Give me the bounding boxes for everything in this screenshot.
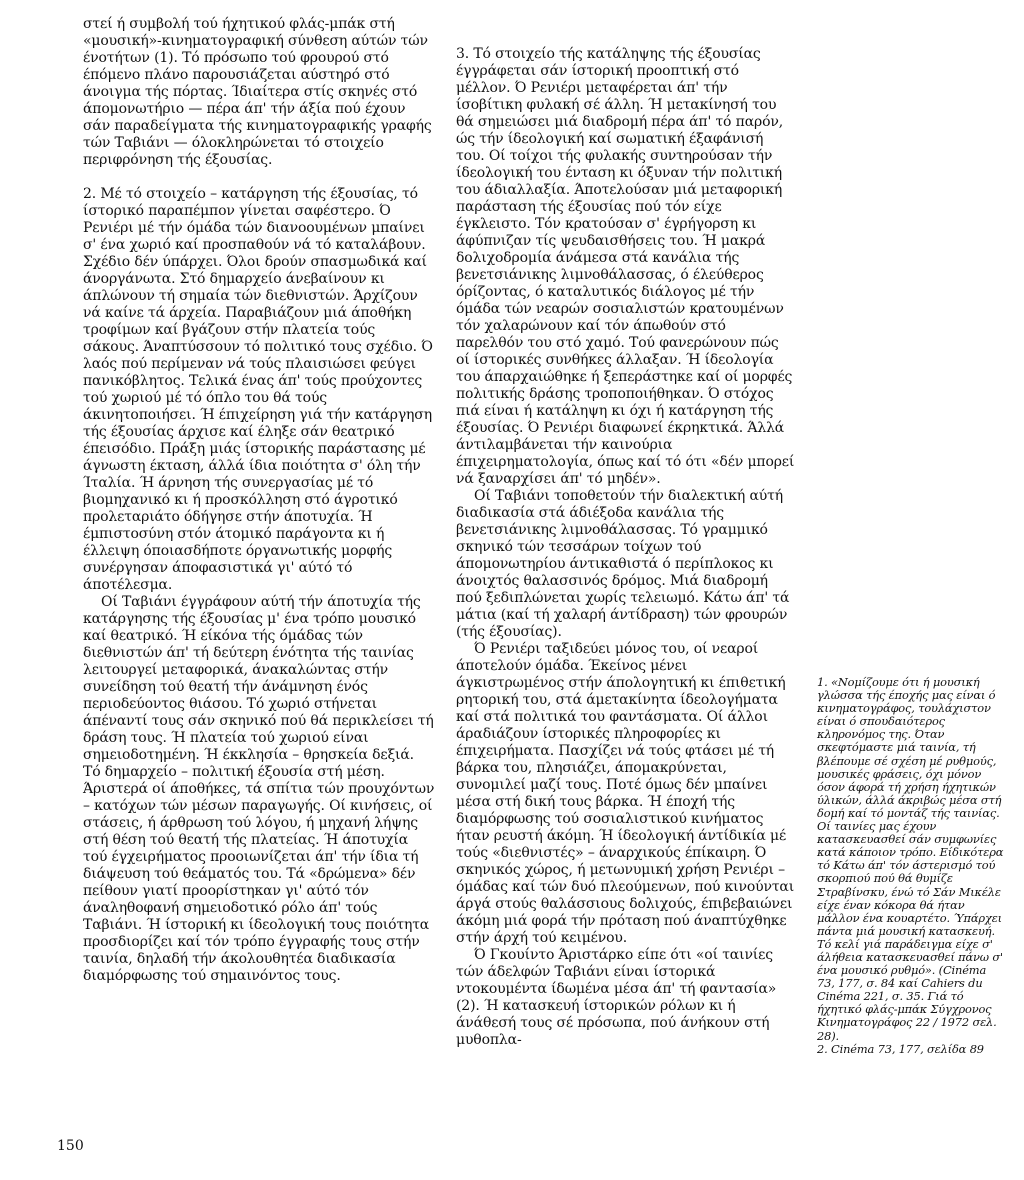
paragraph: Ό Γκουίντο Άριστάρκο είπε ότι «οί ταινίες τών άδελφών Ταβιάνι είναι ίστορικά ντοκουμέντα ίδωμένα μέσα άπ' τή φαντασία» (2). Ή κατασκευή ίστορικών ρόλων κι ή άνάθεσή τους σέ πρόσωπα, πού άνήκουν στή μυθοπλα- [456, 947, 777, 1048]
footnote: 2. Cinéma 73, 177, σελίδα 89 [817, 1041, 984, 1056]
right-column [456, 46, 796, 1049]
footnotes-column [817, 676, 1007, 1056]
paragraph: στεί ή συμβολή τού ήχητικού φλάς-μπάκ στή «μουσική»-κινηματογραφική σύνθεση αύτών τών ένοτήτων (1). Τό πρόσωπο τού φρουρού στό έπόμενο πλάνο παρουσιάζεται αύστηρό στό άνοιγμα τής πόρτας. Ίδιαίτερα στίς σκηνές στό άπομονωτήριο — πέρα άπ' τήν άξία πού έχουν σάν παραδείγματα τής κινηματογραφικής γραφής τών Ταβιάνι — όλοκληρώνεται τό στοιχείο περιφρόνηση τής έξουσίας. [83, 16, 432, 168]
paragraph: Οί Ταβιάνι τοποθετούν τήν διαλεκτική αύτή διαδικασία στά άδιέξοδα κανάλια τής βενετσιάνικης λιμνοθάλασσας. Τό γραμμικό σκηνικό τών τεσσάρων τοίχων τού άπομονωτηρίου άντικαθιστά ό περίπλοκος κι άνοιχτός θαλασσινός δρόμος. Μιά διαδρομή πού ξεδιπλώνεται χωρίς τελειωμό. Κάτω άπ' τά μάτια (καί τή χαλαρή άντίδραση) τών φρουρών (τής έξουσίας). [456, 488, 790, 640]
paragraph: 2. Μέ τό στοιχείο – κατάργηση τής έξουσίας, τό ίστορικό παραπέμπον γίνεται σαφέστερο. Ό Ρενιέρι μέ τήν όμάδα τών διανοουμένων μπαίνει σ' ένα χωριό καί προσπαθούν νά τό καταλάβουν. Σχέδιο δέν ύπάρχει. Όλοι δρούν σπασμωδικά καί άνοργάνωτα. Στό δημαρχείο άνεβαίνουν κι άπλώνουν τή σημαία τών διεθνιστών. Άρχίζουν νά καίνε τά άρχεία. Παραβιάζουν μιά άποθήκη τροφίμων καί βγάζουν στήν πλατεία τούς σάκους. Άναπτύσσουν τό πολιτικό τους σχέδιο. Ό λαός πού περίμεναν νά τούς πλαισιώσει φεύγει πανικόβλητος. Τελικά ένας άπ' τούς προύχοντες τού χωριού μέ τό όπλο του θά τούς άκινητοποιήσει. Ή έπιχείρηση γιά τήν κατάργηση τής έξουσίας άρχισε καί έληξε σάν θεατρικό έπεισόδιο. Πράξη μιάς ίστορικής παράστασης μέ άγνωστη έκταση, άλλά ίδια ποιότητα σ' όλη τήν Ίταλία. Ή άρνηση τής συνεργασίας μέ τό βιομηχανικό κι ή προσκόλληση στό άγροτικό προλεταριάτο όδήγησε στήν άποτυχία. Ή έμπιστοσύνη στόν άτομικό παράγοντα κι ή έλλειψη όποιασδήποτε όργανωτικής μορφής συνέργησαν άποφασιστικά γι' αύτό τό άποτέλεσμα. [83, 186, 433, 593]
paragraph: 3. Τό στοιχείο τής κατάληψης τής έξουσίας έγγράφεται σάν ίστορική προοπτική στό μέλλον. Ό Ρενιέρι μεταφέρεται άπ' τήν ίσοβίτικη φυλακή σέ άλλη. Ή μετακίνησή του θά σημειώσει μιά διαδρομή πέρα άπ' τό παρόν, ώς τήν ίδεολογική καί σωματική έξαφάνισή του. Οί τοίχοι τής φυλακής συντηρούσαν τήν ίδεολογική του ένταση κι όξυναν τήν πολιτική του άδιαλλαξία. Άποτελούσαν μιά μεταφορική παράσταση τής έξουσίας πού τόν είχε έγκλειστο. Τόν κρατούσαν σ' έγρήγορση κι άφύπνιζαν τίς ψευδαισθήσεις του. Ή μακρά δολιχοδρομία άνάμεσα στά κανάλια τής βενετσιάνικης λιμνοθάλασσας, ό έλεύθερος όρίζοντας, ό καταλυτικός διάλογος μέ τήν όμάδα τών νεαρών σοσιαλιστών κρατουμένων τόν χαλαρώνουν καί τόν άπωθούν στό παρελθόν του στό χαμό. Τού φανερώνουν πώς οί ίστορικές συνθήκες άλλαξαν. Ή ίδεολογία του άπαρχαιώθηκε ή ξεπεράστηκε καί οί μορφές πολιτικής δράσης τροποποιήθηκαν. Ό στόχος πιά είναι ή κατάληψη κι όχι ή κατάργηση τής έξουσίας. Ό Ρενιέρι διαφωνεί έκρηκτικά. Άλλά άντιλαμβάνεται τήν καινούρια έπιχειρηματολογία, όπως καί τό ότι «δέν μπορεί νά ξαναρχίσει άπ' τό μηδέν». [456, 46, 795, 487]
paragraph: Ό Ρενιέρι ταξιδεύει μόνος του, οί νεαροί άποτελούν όμάδα. Έκείνος μένει άγκιστρωμένος στήν άπολογητική κι έπιθετική ρητορική του, στά άμετακίνητα ίδεολογήματα καί στά πολιτικά του φαντάσματα. Οί άλλοι άραδιάζουν ίστορικές πληροφορίες κι έπιχειρήματα. Πασχίζει νά τούς φτάσει μέ τή βάρκα του, πλησιάζει, άπομακρύνεται, συνομιλεί μαζί τους. Ποτέ όμως δέν μπαίνει μέσα στή δική τους βάρκα. Ή έποχή τής διαμόρφωσης τού σοσιαλιστικού κινήματος ήταν ρευστή άκόμη. Ή ίδεολογική άντίδικία μέ τούς «διεθνιστές» – άναρχικούς έπίκαιρη. Ό σκηνικός χώρος, ή μετωνυμική χρήση Ρενιέρι – όμάδας καί τών δυό πλεούμενων, πού κινούνται άργά στούς θαλάσσιους δολιχούς, έπιβεβαιώνει άκόμη μιά φορά τήν πρόταση πού άναπτύχθηκε στήν άρχή τού κειμένου. [456, 641, 795, 946]
footnote: 1. «Νομίζουμε ότι ή μουσική γλώσσα τής έποχής μας είναι ό κινηματογράφος, τουλάχιστον είναι ό σπουδαιότερος κληρονόμος της. Όταν σκεφτόμαστε μιά ταινία, τή βλέπουμε σέ σχέση μέ ρυθμούς, μουσικές φράσεις, όχι μόνον όσον άφορά τή χρήση ήχητικών ύλικών, άλλά άκριβώς μέσα στή δομή καί τό μοντάζ τής ταινίας. Οί ταινίες μας έχουν κατασκευασθεί σάν συμφωνίες κατά κάποιον τρόπο. Είδικότερα τό Κάτω άπ' τόν άστερισμό τού σκορπιού πού θά θυμίζε Στραβίνσκυ, ένώ τό Σάν Μικέλε είχε έναν κόκορα θά ήταν μάλλον ένα κουαρτέτο. Ύπάρχει πάντα μιά μουσική κατασκευή. Τό κελί γιά παράδειγμα είχε σ' άλήθεια κατασκευασθεί πάνω σ' ένα μουσικό ρυθμό». (Cinéma 73, 177, σ. 84 καί Cahiers du Cinéma 221, σ. 35. Γιά τό ήχητικό φλάς-μπάκ Σύγχρονος Κινηματογράφος 22 / 1972 σελ. 28). [817, 675, 1004, 1043]
left-column [83, 16, 435, 985]
paragraph: Οί Ταβιάνι έγγράφουν αύτή τήν άποτυχία τής κατάργησης τής έξουσίας μ' ένα τρόπο μουσικό καί θεατρικό. Ή είκόνα τής όμάδας τών διεθνιστών άπ' τή δεύτερη ένότητα τής ταινίας λειτουργεί μεταφορικά, άνακαλώντας στήν συνείδηση τού θεατή τήν άνάμνηση ένός περιοδεύοντος θιάσου. Τό χωριό στήνεται άπέναντί τους σάν σκηνικό πού θά περικλείσει τή δράση τους. Ή πλατεία τού χωριού είναι σημειοδοτημένη. Ή έκκλησία – θρησκεία δεξιά. Τό δημαρχείο – πολιτική έξουσία στή μέση. Άριστερά οί άποθήκες, τά σπίτια τών προυχόντων – κατόχων τών μέσων παραγωγής. Οί κινήσεις, οί στάσεις, ή άρθρωση τού λόγου, ή μηχανή λήψης στή θέση τού θεατή τής πλατείας. Ή άποτυχία τού έγχειρήματος προοιωνίζεται άπ' τήν ίδια τή διάψευση τού θεάματός του. Τά «δρώμενα» δέν πείθουν γιατί προορίστηκαν γι' αύτό τόν άναληθοφανή σημειοδοτικό ρόλο άπ' τούς Ταβιάνι. Ή ίστορική κι ίδεολογική τους ποιότητα προσδιορίζει καί τόν τρόπο έγγραφής τους στήν ταινία, δηλαδή τήν άκολουθητέα διαδικασία διαμόρφωσης τού σημαινόντος τους. [83, 594, 435, 984]
paragraph-gap [83, 169, 435, 186]
page-number: 150 [57, 1138, 84, 1154]
